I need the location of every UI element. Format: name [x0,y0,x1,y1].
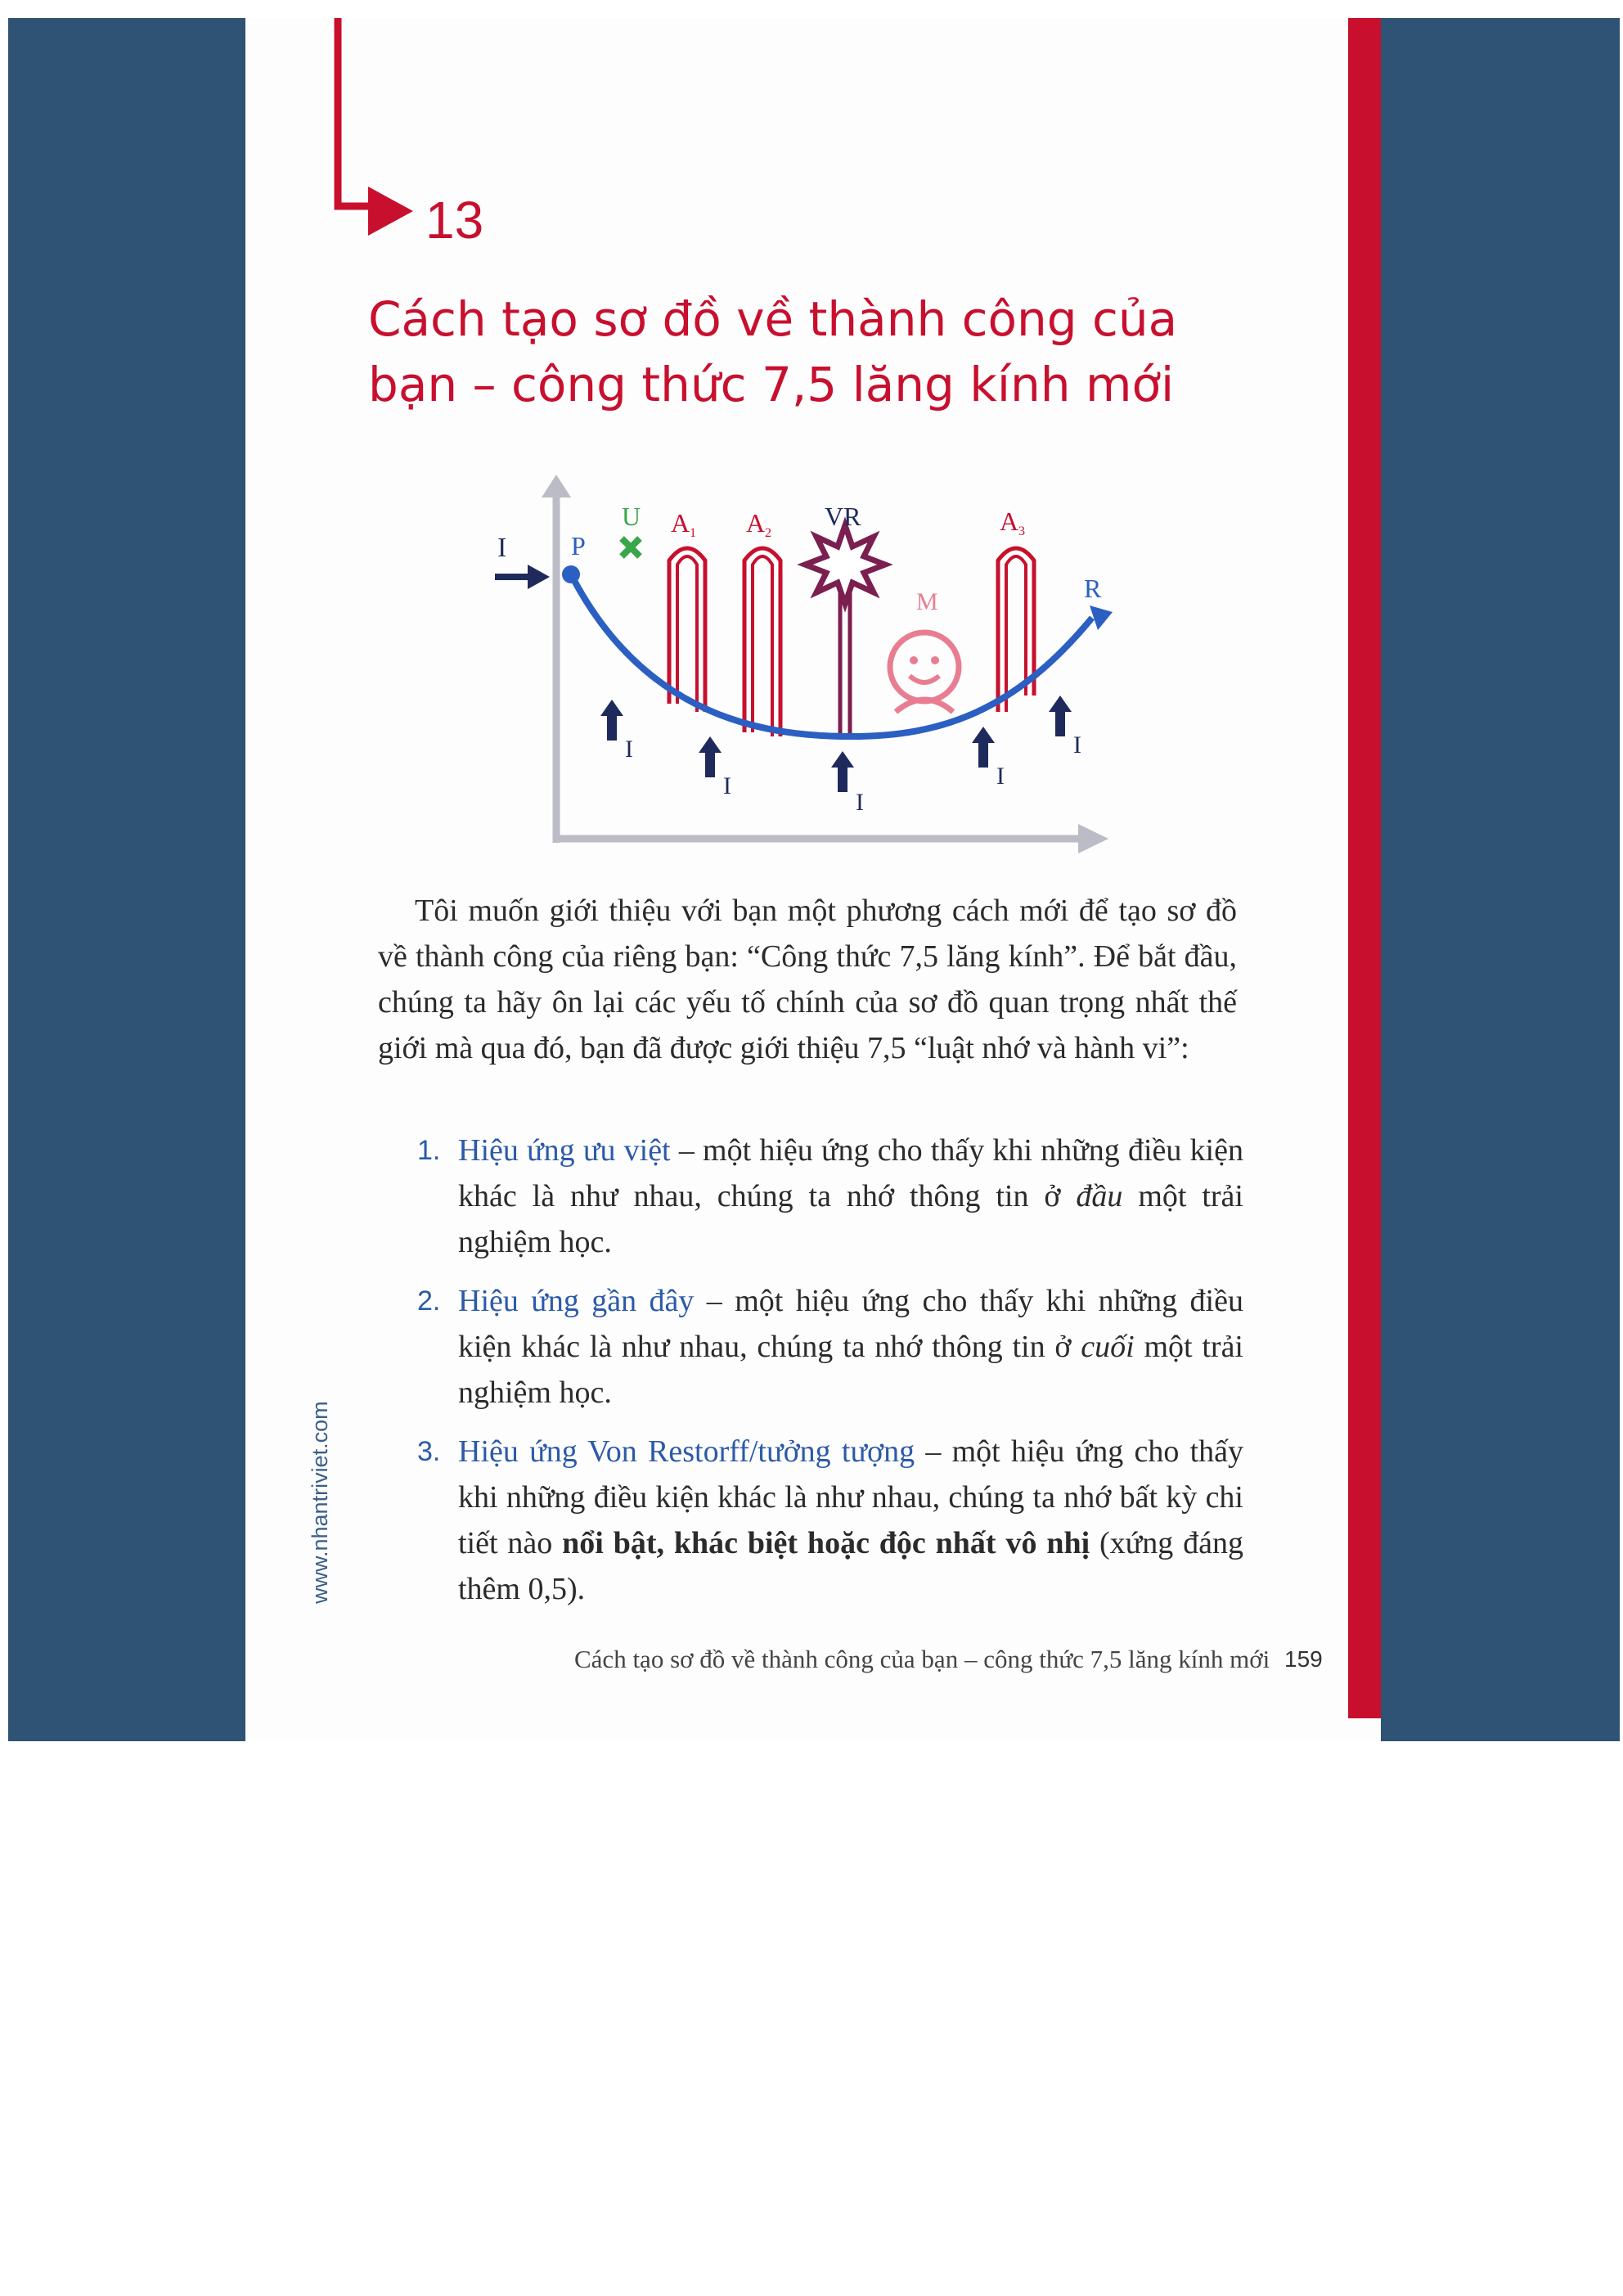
input-arrowhead-icon [528,565,550,589]
label-i-arrow-3: I [856,789,864,816]
u-cross-icon [622,538,640,556]
label-p: P [571,531,586,560]
list-text: – một hiệu ứng cho thấy khi những điều kiện khác là như nhau, chúng ta nhớ thông tin ở [458,1284,1243,1364]
publisher-url: www.nhantriviet.com [308,1401,332,1604]
y-axis-arrowhead-icon [542,475,571,497]
memory-curve-diagram [483,466,1137,867]
x-axis-arrowhead-icon [1078,824,1108,853]
list-emphasis: đầu [1076,1179,1123,1213]
running-footer: Cách tạo sơ đồ về thành công của bạn – công thức 7,5 lăng kính mới [574,1645,1270,1673]
loop-a2-inner [753,556,772,736]
list-number: 1. [417,1135,441,1166]
title-line-1: Cách tạo sơ đồ về thành công của [368,291,1178,347]
list-item [417,1429,1243,1612]
curve-start-point [562,565,580,583]
label-a1-sub: 1 [690,526,696,540]
label-a3-sub: 3 [1018,524,1025,538]
list-term: Hiệu ứng Von Restorff/tưởng tượng [458,1434,915,1469]
list-number: 3. [417,1436,441,1467]
loop-a1 [669,548,705,712]
label-i-arrow-2: I [723,772,731,799]
up-arrow-icon [972,727,995,768]
list-emphasis: cuối [1081,1330,1135,1364]
page-number: 159 [1284,1646,1323,1672]
title-line-2: bạn – công thức 7,5 lăng kính mới [368,357,1175,412]
up-arrow-icon [831,751,854,792]
page-title [368,286,1309,417]
list-text: – một hiệu ứng cho thấy khi những điều kiện khác là như nhau, chúng ta nhớ bất kỳ chi tiết nào [458,1434,1243,1560]
label-m: M [916,588,938,615]
label-vr: VR [825,502,861,531]
up-arrow-icon [699,736,722,777]
list-term: Hiệu ứng gần đây [458,1284,695,1318]
chapter-number: 13 [425,191,484,250]
label-a1: A [671,508,690,538]
list-text: – một hiệu ứng cho thấy khi những điều kiện khác là như nhau, chúng ta nhớ thông tin ở [458,1133,1243,1213]
learning-curve [571,574,1092,736]
label-i-arrow-4: I [996,763,1005,790]
label-a2-sub: 2 [765,526,771,540]
curve-end-arrowhead-icon [1090,606,1113,630]
list-text: một trải nghiệm học. [458,1179,1243,1259]
effects-list [417,1128,1243,1625]
list-text: một trải nghiệm học. [458,1330,1243,1410]
list-term: Hiệu ứng ưu việt [458,1133,671,1168]
up-arrow-icon [1049,696,1072,736]
label-a3: A [1000,506,1019,536]
list-text: (xứng đáng thêm 0,5). [458,1526,1243,1606]
label-a2: A [746,508,766,538]
label-i-arrow-1: I [625,736,633,763]
label-r: R [1084,574,1102,603]
list-item [417,1128,1243,1265]
vr-star-icon [805,525,885,604]
loop-a2 [744,548,780,736]
list-number: 2. [417,1285,441,1317]
m-smiley-icon [890,633,959,712]
up-arrow-icon [600,700,623,741]
label-i-input: I [497,533,507,563]
intro-paragraph: Tôi muốn giới thiệu với bạn một phương cách mới để tạo sơ đồ về thành công của riêng bạn: “Công thức 7,5 lăng kính”. Để bắt đầu, chúng ta hãy ôn lại các yếu tố chính của sơ đồ quan trọng nhất thế giới mà qua đó, bạn đã được giới thiệu 7,5 “luật nhớ và hành vi”: [378,894,1237,1065]
list-item [417,1278,1243,1416]
loop-a1-inner [677,556,697,712]
label-u: U [622,502,641,531]
list-strong: nổi bật, khác biệt hoặc độc nhất vô nhị [562,1526,1090,1560]
label-i-arrow-5: I [1073,732,1081,759]
